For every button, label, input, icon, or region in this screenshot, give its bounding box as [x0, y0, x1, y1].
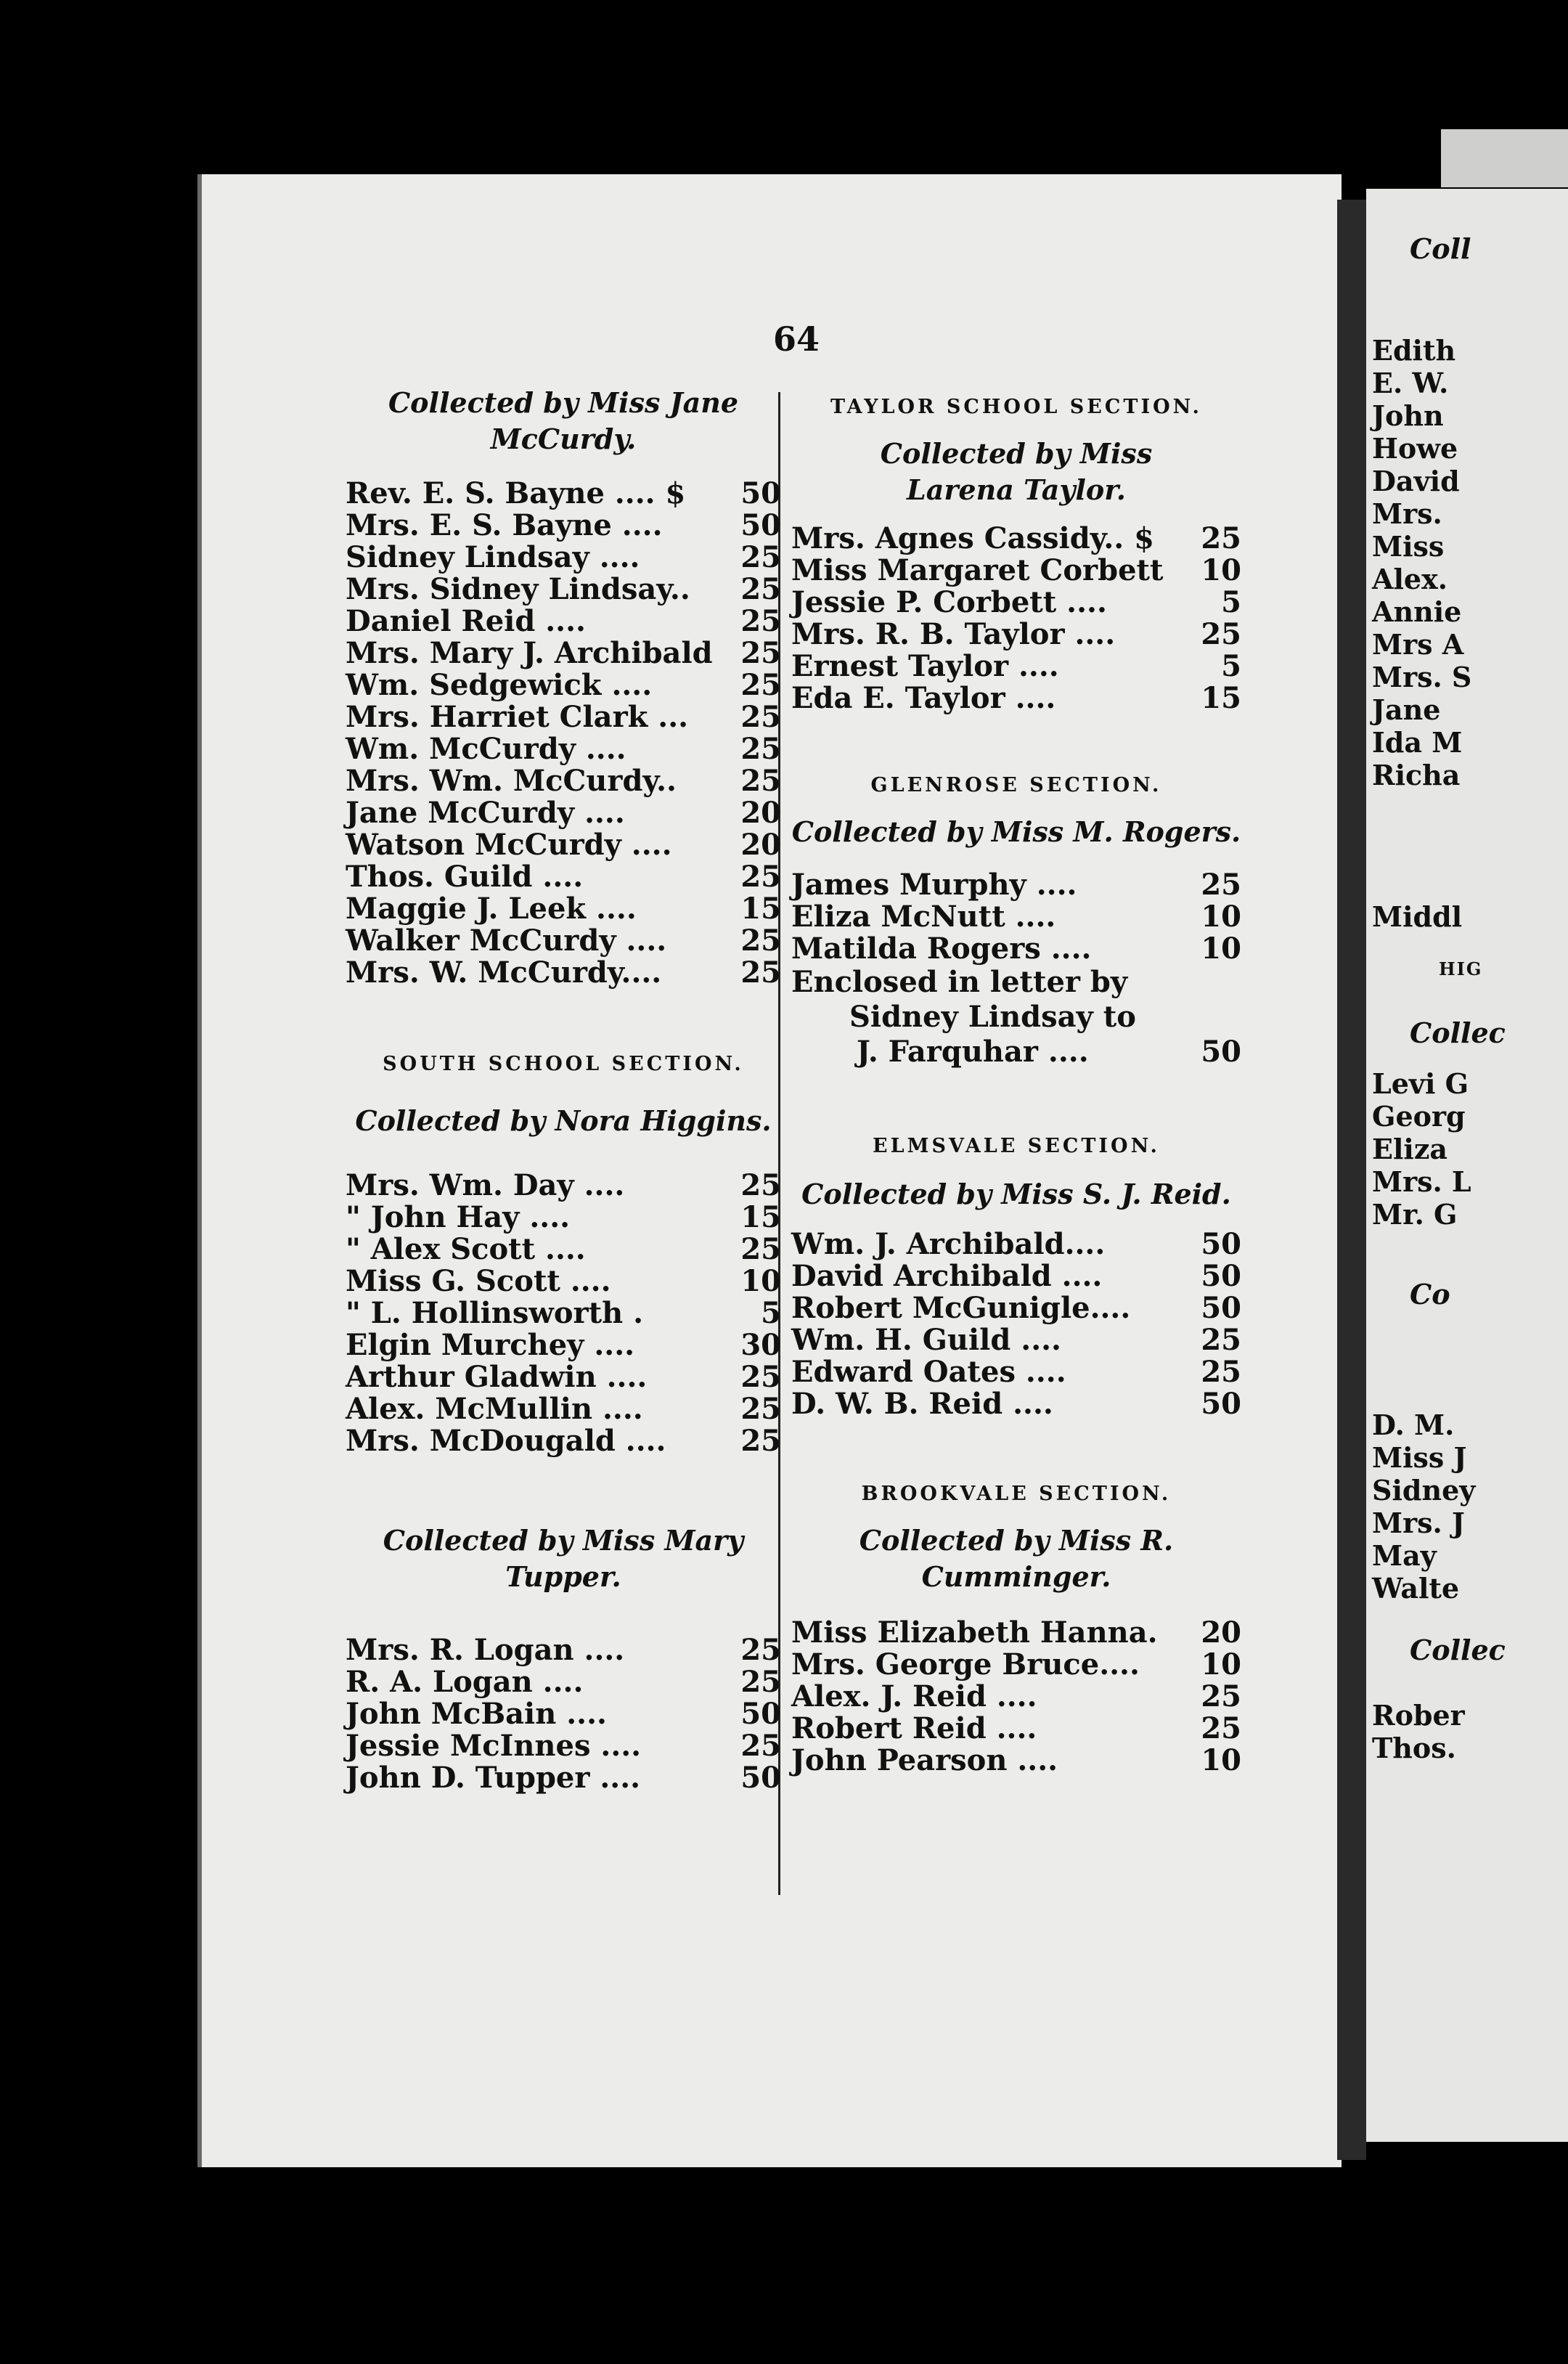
entry-amount: 25 — [1201, 1355, 1241, 1389]
donor-entry — [791, 1649, 1241, 1681]
donor-name: John McBain .... — [346, 1697, 607, 1731]
fragment-text: Ida M — [1372, 726, 1463, 759]
fragment-text: Richa — [1372, 759, 1461, 791]
donor-entry — [346, 1634, 781, 1666]
fragment-text: Levi G — [1372, 1067, 1469, 1100]
fragment-text: Sidney — [1372, 1474, 1476, 1507]
donor-name: D. W. B. Reid .... — [791, 1387, 1053, 1421]
entry-amount: 10 — [740, 1264, 781, 1298]
entry-amount: 50 — [740, 1697, 781, 1731]
donor-name: Mrs. E. S. Bayne .... — [346, 508, 663, 542]
donor-entry — [791, 1228, 1241, 1260]
collector-heading: Collected by Miss S. J. Reid. — [801, 1178, 1231, 1210]
donor-entry — [346, 829, 781, 861]
entry-amount: 10 — [1201, 1743, 1241, 1777]
donor-name: Alex. J. Reid .... — [791, 1679, 1037, 1713]
donor-name: John D. Tupper .... — [346, 1761, 641, 1795]
donor-entry — [791, 619, 1241, 651]
donor-entry — [346, 765, 781, 797]
section-heading: SOUTH SCHOOL SECTION. — [383, 1053, 744, 1075]
enclosed-entry — [791, 965, 1241, 1069]
donor-entry — [346, 733, 781, 765]
entry-amount: 15 — [1201, 681, 1241, 715]
fragment-text: Coll — [1410, 232, 1471, 265]
entry-amount: 5 — [1221, 585, 1241, 619]
page-edge — [1441, 129, 1568, 187]
donor-name: Miss Elizabeth Hanna. — [791, 1615, 1158, 1650]
donor-entry — [791, 1681, 1241, 1713]
donor-name: Wm. Sedgewick .... — [346, 668, 653, 702]
donor-entry — [346, 1361, 781, 1393]
fragment-text: Mrs. — [1372, 497, 1442, 530]
entry-amount: 25 — [740, 860, 781, 894]
entry-amount: 15 — [740, 1200, 781, 1234]
fragment-text: E. W. — [1372, 367, 1449, 399]
fragment-text: Mr. G — [1372, 1198, 1458, 1231]
entry-amount: 25 — [740, 604, 781, 638]
left-column — [346, 385, 781, 1794]
donor-entry — [791, 1260, 1241, 1292]
donor-name: Mrs. Sidney Lindsay.. — [346, 572, 690, 606]
donor-name: Robert McGunigle.... — [791, 1291, 1131, 1325]
entry-amount: 25 — [1201, 617, 1241, 651]
entry-amount: 25 — [740, 1232, 781, 1266]
entry-amount: 20 — [740, 796, 781, 830]
fragment-text: Rober — [1372, 1699, 1465, 1732]
entry-amount: 25 — [740, 1665, 781, 1699]
donor-entry — [346, 1234, 781, 1265]
donor-name: Mrs. R. Logan .... — [346, 1633, 625, 1667]
donor-entry — [346, 1329, 781, 1361]
entry-amount: 25 — [740, 764, 781, 798]
entry-amount: 25 — [740, 668, 781, 702]
donor-entry — [346, 510, 781, 542]
donor-entry — [791, 1324, 1241, 1356]
entry-amount: 50 — [1201, 1387, 1241, 1421]
donor-entry — [346, 1730, 781, 1762]
donor-name: John Pearson .... — [791, 1743, 1058, 1777]
donor-entry — [346, 478, 781, 510]
donor-entry — [791, 555, 1241, 587]
fragment-text: Thos. — [1372, 1732, 1456, 1764]
section-heading: ELMSVALE SECTION. — [873, 1135, 1160, 1157]
fragment-text: John — [1372, 399, 1444, 432]
collector-heading: Collected by Miss M. Rogers. — [791, 815, 1241, 848]
entry-amount: 10 — [1201, 553, 1241, 587]
donor-entry — [346, 1666, 781, 1698]
donor-name: Robert Reid .... — [791, 1711, 1037, 1745]
entry-amount: 50 — [1201, 1259, 1241, 1293]
donor-entry — [346, 1265, 781, 1297]
donor-name: Thos. Guild .... — [346, 860, 584, 894]
entry-amount: 25 — [740, 700, 781, 734]
donor-entry — [791, 523, 1241, 555]
entry-amount: 10 — [1201, 1647, 1241, 1682]
fragment-text: May — [1372, 1539, 1437, 1572]
fragment-text: Jane — [1372, 693, 1441, 726]
donor-name: Daniel Reid .... — [346, 604, 586, 638]
collector-heading: Collected by Miss Jane McCurdy. — [388, 386, 739, 455]
page-number: 64 — [773, 319, 820, 359]
donor-name: Maggie J. Leek .... — [346, 892, 637, 926]
donor-entry — [791, 587, 1241, 619]
donor-entry — [346, 1762, 781, 1794]
entry-amount: 25 — [740, 1168, 781, 1202]
donor-entry — [346, 669, 781, 701]
fragment-text: Collec — [1410, 1016, 1506, 1049]
fragment-text: Walte — [1372, 1572, 1460, 1605]
donor-entry — [346, 1297, 781, 1329]
fragment-text: Annie — [1372, 595, 1462, 628]
enclosed-line: J. Farquhar .... — [857, 1035, 1089, 1069]
collector-heading: Collected by Miss R. Cumminger. — [859, 1524, 1174, 1593]
donor-entry — [346, 957, 781, 989]
entry-amount: 15 — [740, 892, 781, 926]
donor-name: Wm. J. Archibald.... — [791, 1227, 1106, 1261]
donor-name: Arthur Gladwin .... — [346, 1360, 648, 1394]
donor-name: Eliza McNutt .... — [791, 900, 1056, 934]
donor-name: Wm. McCurdy .... — [346, 732, 626, 766]
next-page-fragment — [1366, 189, 1568, 2142]
fragment-text: Collec — [1410, 1634, 1506, 1666]
donor-entry — [346, 797, 781, 829]
donor-name: Mrs. Agnes Cassidy.. $ — [791, 521, 1154, 555]
entry-amount: 25 — [740, 636, 781, 670]
entry-amount: 25 — [740, 1633, 781, 1667]
fragment-text: Mrs. L — [1372, 1165, 1471, 1198]
entry-amount: 50 — [1201, 1227, 1241, 1261]
donor-entry — [346, 861, 781, 893]
donor-name: Mrs. W. McCurdy.... — [346, 955, 662, 990]
donor-entry — [346, 1393, 781, 1425]
fragment-text: HIG — [1439, 958, 1483, 979]
fragment-text: Mrs. J — [1372, 1507, 1465, 1539]
entry-amount: 25 — [740, 1360, 781, 1394]
donor-entry — [346, 606, 781, 637]
entry-amount: 25 — [740, 1424, 781, 1458]
donor-name: " L. Hollinsworth . — [346, 1296, 643, 1330]
entry-amount: 10 — [1201, 900, 1241, 934]
entry-amount: 25 — [1201, 868, 1241, 902]
entry-amount: 50 — [740, 1761, 781, 1795]
section-heading: TAYLOR SCHOOL SECTION. — [830, 396, 1202, 418]
entry-amount: 20 — [740, 828, 781, 862]
donor-name: Mrs. Wm. McCurdy.. — [346, 764, 677, 798]
donor-entry — [791, 651, 1241, 682]
donor-name: Watson McCurdy .... — [346, 828, 672, 862]
entry-amount: 25 — [740, 572, 781, 606]
fragment-text: Georg — [1372, 1100, 1466, 1133]
donor-entry — [346, 542, 781, 574]
fragment-text: Miss J — [1372, 1441, 1467, 1474]
fragment-text: Howe — [1372, 432, 1458, 465]
entry-amount: 50 — [1201, 1035, 1241, 1069]
donor-name: R. A. Logan .... — [346, 1665, 584, 1699]
section-heading: GLENROSE SECTION. — [870, 774, 1162, 796]
entry-amount: 25 — [1201, 1323, 1241, 1357]
donor-entry — [346, 1698, 781, 1730]
fragment-text: Eliza — [1372, 1133, 1448, 1165]
donor-entry — [346, 1170, 781, 1202]
donor-name: " Alex Scott .... — [346, 1232, 586, 1266]
right-column — [791, 396, 1241, 1777]
entry-amount: 50 — [740, 476, 781, 510]
donor-entry — [791, 1745, 1241, 1777]
fragment-text: Miss — [1372, 530, 1445, 563]
donor-name: Miss G. Scott .... — [346, 1264, 611, 1298]
entry-amount: 25 — [740, 955, 781, 990]
donor-entry — [791, 682, 1241, 714]
donor-name: Mrs. McDougald .... — [346, 1424, 666, 1458]
enclosed-line: Sidney Lindsay to — [849, 1000, 1136, 1034]
entry-amount: 25 — [1201, 521, 1241, 555]
donor-name: Mrs. George Bruce.... — [791, 1647, 1140, 1682]
donor-name: Mrs. Harriet Clark ... — [346, 700, 689, 734]
donor-entry — [346, 1425, 781, 1457]
donor-entry — [346, 893, 781, 925]
donor-name: Ernest Taylor .... — [791, 649, 1059, 683]
fragment-text: Alex. — [1372, 563, 1447, 595]
section-heading: BROOKVALE SECTION. — [861, 1483, 1172, 1505]
donor-name: Wm. H. Guild .... — [791, 1323, 1061, 1357]
collector-heading: Collected by Miss Larena Taylor. — [880, 437, 1153, 506]
enclosed-amount-line — [791, 1035, 1241, 1069]
fragment-text: Mrs. S — [1372, 661, 1472, 693]
donor-name: Mrs. Mary J. Archibald — [346, 636, 713, 670]
entry-amount: 25 — [1201, 1679, 1241, 1713]
donor-name: Miss Margaret Corbett — [791, 553, 1164, 587]
donor-name: " John Hay .... — [346, 1200, 571, 1234]
donor-name: Rev. E. S. Bayne .... $ — [346, 476, 686, 510]
entry-amount: 10 — [1201, 932, 1241, 966]
donor-entry — [791, 933, 1241, 965]
collector-heading: Collected by Nora Higgins. — [355, 1104, 772, 1137]
donor-name: David Archibald .... — [791, 1259, 1103, 1293]
entry-amount: 25 — [740, 1392, 781, 1426]
donor-entry — [791, 1713, 1241, 1745]
entry-amount: 50 — [740, 508, 781, 542]
entry-amount: 25 — [740, 732, 781, 766]
enclosed-line: Enclosed in letter by — [791, 965, 1128, 999]
donor-name: Mrs. R. B. Taylor .... — [791, 617, 1116, 651]
donor-entry — [791, 901, 1241, 933]
donor-name: Mrs. Wm. Day .... — [346, 1168, 625, 1202]
collector-heading: Collected by Miss Mary Tupper. — [383, 1524, 744, 1593]
donor-entry — [346, 574, 781, 606]
donor-entry — [791, 869, 1241, 901]
entry-amount: 5 — [1221, 649, 1241, 683]
donor-name: Elgin Murchey .... — [346, 1328, 635, 1362]
donor-entry — [791, 1388, 1241, 1420]
donor-entry — [346, 1202, 781, 1234]
donor-name: Edward Oates .... — [791, 1355, 1066, 1389]
entry-amount: 30 — [740, 1328, 781, 1362]
donor-name: Eda E. Taylor .... — [791, 681, 1056, 715]
fragment-text: Middl — [1372, 900, 1463, 933]
fragment-text: Co — [1410, 1278, 1450, 1311]
donor-entry — [346, 701, 781, 733]
donor-name: Jessie P. Corbett .... — [791, 585, 1107, 619]
entry-amount: 25 — [740, 540, 781, 574]
fragment-text: D. M. — [1372, 1409, 1455, 1441]
donor-name: Jane McCurdy .... — [346, 796, 625, 830]
donor-entry — [346, 925, 781, 957]
donor-name: Sidney Lindsay .... — [346, 540, 640, 574]
donor-name: Walker McCurdy .... — [346, 924, 667, 958]
donor-name: Matilda Rogers .... — [791, 932, 1092, 966]
entry-amount: 25 — [740, 1729, 781, 1763]
donor-entry — [791, 1356, 1241, 1388]
entry-amount: 5 — [761, 1296, 781, 1330]
entry-amount: 25 — [740, 924, 781, 958]
fragment-text: David — [1372, 465, 1460, 497]
entry-amount: 25 — [1201, 1711, 1241, 1745]
donor-entry — [791, 1292, 1241, 1324]
fragment-text: Edith — [1372, 334, 1456, 367]
donor-name: Jessie McInnes .... — [346, 1729, 642, 1763]
fragment-text: Mrs A — [1372, 628, 1464, 661]
donor-entry — [791, 1617, 1241, 1649]
donor-name: James Murphy .... — [791, 868, 1077, 902]
entry-amount: 20 — [1201, 1615, 1241, 1650]
book-gutter — [1337, 200, 1366, 2160]
donor-entry — [346, 637, 781, 669]
entry-amount: 50 — [1201, 1291, 1241, 1325]
donor-name: Alex. McMullin .... — [346, 1392, 643, 1426]
